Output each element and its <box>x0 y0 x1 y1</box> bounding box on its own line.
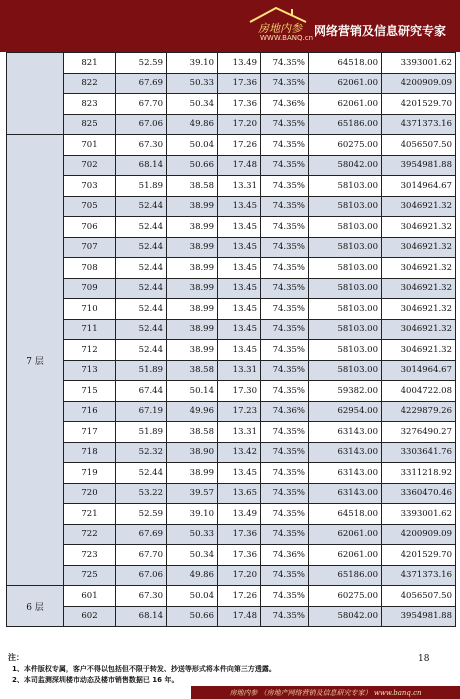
table-cell: 50.33 <box>167 524 218 545</box>
table-cell: 74.35% <box>261 340 309 361</box>
table-cell: 3393001.62 <box>382 53 456 74</box>
note-line-2: 2、本司监测深圳楼市动态及楼市销售数据已 16 年。 <box>12 676 179 684</box>
room-number-cell: 721 <box>64 504 116 525</box>
table-cell: 74.35% <box>261 586 309 607</box>
table-cell: 74.35% <box>261 217 309 238</box>
table-cell: 49.86 <box>167 565 218 586</box>
table-cell: 13.31 <box>218 422 261 443</box>
table-cell: 13.65 <box>218 483 261 504</box>
table-cell: 38.99 <box>167 299 218 320</box>
table-row <box>7 176 456 197</box>
table-cell: 52.59 <box>116 53 167 74</box>
table-cell: 38.58 <box>167 176 218 197</box>
table-cell: 17.36 <box>218 524 261 545</box>
room-number-cell: 722 <box>64 524 116 545</box>
table-cell: 4200909.09 <box>382 524 456 545</box>
table-cell: 52.44 <box>116 299 167 320</box>
table-cell: 50.04 <box>167 586 218 607</box>
room-number-cell: 711 <box>64 319 116 340</box>
table-cell: 65186.00 <box>309 565 382 586</box>
table-cell: 38.99 <box>167 196 218 217</box>
table-cell: 3046921.32 <box>382 278 456 299</box>
table-cell: 50.66 <box>167 606 218 627</box>
room-number-cell: 707 <box>64 237 116 258</box>
page-footer <box>0 652 460 699</box>
table-cell: 58103.00 <box>309 176 382 197</box>
table-cell: 13.45 <box>218 196 261 217</box>
table-cell: 64518.00 <box>309 504 382 525</box>
table-row <box>7 422 456 443</box>
table-cell: 3276490.27 <box>382 422 456 443</box>
table-cell: 68.14 <box>116 606 167 627</box>
table-cell: 74.35% <box>261 422 309 443</box>
table-cell: 3303641.76 <box>382 442 456 463</box>
sales-table <box>6 52 456 627</box>
table-cell: 4371373.16 <box>382 114 456 135</box>
table-cell: 17.20 <box>218 565 261 586</box>
table-cell: 58042.00 <box>309 606 382 627</box>
table-cell: 58103.00 <box>309 340 382 361</box>
table-cell: 63143.00 <box>309 422 382 443</box>
table-cell: 58103.00 <box>309 360 382 381</box>
table-cell: 74.35% <box>261 524 309 545</box>
table-cell: 50.34 <box>167 94 218 115</box>
table-cell: 62061.00 <box>309 94 382 115</box>
table-cell: 52.44 <box>116 463 167 484</box>
table-cell: 3046921.32 <box>382 217 456 238</box>
table-cell: 74.35% <box>261 442 309 463</box>
table-cell: 13.49 <box>218 53 261 74</box>
table-cell: 74.35% <box>261 504 309 525</box>
table-cell: 63143.00 <box>309 463 382 484</box>
table-cell: 74.35% <box>261 114 309 135</box>
table-cell: 67.06 <box>116 565 167 586</box>
table-cell: 74.35% <box>261 483 309 504</box>
table-cell: 3046921.32 <box>382 299 456 320</box>
table-row <box>7 586 456 607</box>
table-row <box>7 340 456 361</box>
table-cell: 62061.00 <box>309 524 382 545</box>
table-cell: 52.44 <box>116 196 167 217</box>
room-number-cell: 716 <box>64 401 116 422</box>
table-cell: 74.35% <box>261 299 309 320</box>
table-cell: 13.45 <box>218 340 261 361</box>
room-number-cell: 718 <box>64 442 116 463</box>
table-cell: 39.10 <box>167 504 218 525</box>
table-cell: 52.44 <box>116 340 167 361</box>
table-row <box>7 545 456 566</box>
table-cell: 58103.00 <box>309 278 382 299</box>
table-cell: 58042.00 <box>309 155 382 176</box>
table-cell: 4056507.50 <box>382 135 456 156</box>
table-cell: 17.30 <box>218 381 261 402</box>
table-row <box>7 53 456 74</box>
table-cell: 17.36 <box>218 94 261 115</box>
table-row <box>7 299 456 320</box>
table-row <box>7 565 456 586</box>
table-cell: 67.30 <box>116 586 167 607</box>
table-cell: 3311218.92 <box>382 463 456 484</box>
table-row <box>7 155 456 176</box>
table-cell: 17.20 <box>218 114 261 135</box>
table-cell: 13.31 <box>218 360 261 381</box>
table-cell: 64518.00 <box>309 53 382 74</box>
table-cell: 51.89 <box>116 360 167 381</box>
table-cell: 13.45 <box>218 299 261 320</box>
table-cell: 59382.00 <box>309 381 382 402</box>
table-cell: 3014964.67 <box>382 176 456 197</box>
table-cell: 17.26 <box>218 135 261 156</box>
table-cell: 67.30 <box>116 135 167 156</box>
table-row <box>7 319 456 340</box>
table-row <box>7 114 456 135</box>
table-cell: 4229879.26 <box>382 401 456 422</box>
table-cell: 74.35% <box>261 319 309 340</box>
page-number: 18 <box>418 654 430 664</box>
table-cell: 38.99 <box>167 217 218 238</box>
table-row <box>7 217 456 238</box>
room-number-cell: 717 <box>64 422 116 443</box>
room-number-cell: 713 <box>64 360 116 381</box>
table-cell: 62061.00 <box>309 73 382 94</box>
table-cell: 58103.00 <box>309 217 382 238</box>
table-row <box>7 360 456 381</box>
table-cell: 17.23 <box>218 401 261 422</box>
logo-slogan: 网络营销及信息研究专家 <box>313 23 446 38</box>
table-row <box>7 463 456 484</box>
table-cell: 74.35% <box>261 73 309 94</box>
floor-label-cell: 6 层 <box>7 586 64 627</box>
table-cell: 38.58 <box>167 360 218 381</box>
table-cell: 58103.00 <box>309 237 382 258</box>
table-cell: 4371373.16 <box>382 565 456 586</box>
table-row <box>7 524 456 545</box>
table-cell: 52.59 <box>116 504 167 525</box>
table-cell: 63143.00 <box>309 442 382 463</box>
table-cell: 58103.00 <box>309 258 382 279</box>
table-cell: 62954.00 <box>309 401 382 422</box>
table-cell: 50.33 <box>167 73 218 94</box>
note-title: 注： <box>8 653 24 662</box>
room-number-cell: 719 <box>64 463 116 484</box>
table-cell: 3046921.32 <box>382 237 456 258</box>
table-cell: 3046921.32 <box>382 340 456 361</box>
room-number-cell: 823 <box>64 94 116 115</box>
table-row <box>7 94 456 115</box>
table-cell: 53.22 <box>116 483 167 504</box>
table-cell: 17.36 <box>218 545 261 566</box>
table-cell: 4004722.08 <box>382 381 456 402</box>
table-cell: 58103.00 <box>309 196 382 217</box>
table-cell: 13.42 <box>218 442 261 463</box>
table-cell: 74.35% <box>261 565 309 586</box>
table-cell: 74.36% <box>261 545 309 566</box>
table-cell: 74.35% <box>261 176 309 197</box>
table-cell: 58103.00 <box>309 319 382 340</box>
table-row <box>7 73 456 94</box>
table-cell: 38.99 <box>167 258 218 279</box>
note-line-1: 1、本件版权专属，客户不得以包括但不限于转发、抄送等形式将本件向第三方透露。 <box>12 665 276 673</box>
table-cell: 50.04 <box>167 135 218 156</box>
table-cell: 63143.00 <box>309 483 382 504</box>
table-cell: 3046921.32 <box>382 319 456 340</box>
table-cell: 17.36 <box>218 73 261 94</box>
room-number-cell: 825 <box>64 114 116 135</box>
report-header <box>0 0 460 52</box>
table-cell: 17.48 <box>218 155 261 176</box>
table-cell: 60275.00 <box>309 135 382 156</box>
table-cell: 38.99 <box>167 278 218 299</box>
table-cell: 52.44 <box>116 217 167 238</box>
table-row <box>7 442 456 463</box>
table-cell: 74.36% <box>261 94 309 115</box>
table-cell: 51.89 <box>116 176 167 197</box>
table-cell: 50.14 <box>167 381 218 402</box>
table-cell: 13.45 <box>218 217 261 238</box>
table-cell: 3360470.46 <box>382 483 456 504</box>
table-row <box>7 401 456 422</box>
table-cell: 67.69 <box>116 524 167 545</box>
table-cell: 3393001.62 <box>382 504 456 525</box>
room-number-cell: 602 <box>64 606 116 627</box>
room-number-cell: 708 <box>64 258 116 279</box>
table-cell: 52.32 <box>116 442 167 463</box>
table-cell: 38.99 <box>167 463 218 484</box>
room-number-cell: 715 <box>64 381 116 402</box>
table-cell: 13.45 <box>218 463 261 484</box>
room-number-cell: 705 <box>64 196 116 217</box>
floor-label-cell <box>7 53 64 135</box>
room-number-cell: 601 <box>64 586 116 607</box>
footer-banner: 房地内参 （房地产网络营销及信息研究专家） www.banq.cn <box>191 686 460 699</box>
table-cell: 3046921.32 <box>382 196 456 217</box>
logo-url-text: WWW.BANQ.cn <box>259 34 314 42</box>
table-cell: 52.44 <box>116 319 167 340</box>
table-cell: 3954981.88 <box>382 606 456 627</box>
table-cell: 17.48 <box>218 606 261 627</box>
table-cell: 74.35% <box>261 155 309 176</box>
table-cell: 3954981.88 <box>382 155 456 176</box>
table-row <box>7 237 456 258</box>
table-cell: 67.06 <box>116 114 167 135</box>
table-cell: 4201529.70 <box>382 545 456 566</box>
table-row <box>7 483 456 504</box>
table-cell: 74.35% <box>261 135 309 156</box>
table-cell: 38.90 <box>167 442 218 463</box>
table-cell: 67.70 <box>116 94 167 115</box>
table-cell: 52.44 <box>116 237 167 258</box>
table-cell: 38.99 <box>167 319 218 340</box>
table-cell: 13.31 <box>218 176 261 197</box>
table-cell: 74.35% <box>261 258 309 279</box>
table-cell: 13.45 <box>218 258 261 279</box>
logo-brand-text: 房地内参 <box>257 22 302 35</box>
table-cell: 39.10 <box>167 53 218 74</box>
table-cell: 4056507.50 <box>382 586 456 607</box>
table-cell: 74.35% <box>261 278 309 299</box>
table-cell: 38.58 <box>167 422 218 443</box>
table-cell: 17.26 <box>218 586 261 607</box>
room-number-cell: 712 <box>64 340 116 361</box>
table-cell: 67.19 <box>116 401 167 422</box>
floor-label-cell: 7 层 <box>7 135 64 586</box>
table-cell: 52.44 <box>116 258 167 279</box>
table-cell: 65186.00 <box>309 114 382 135</box>
table-cell: 67.70 <box>116 545 167 566</box>
table-row <box>7 196 456 217</box>
table-cell: 38.99 <box>167 340 218 361</box>
house-logo-icon <box>246 6 314 46</box>
table-cell: 74.35% <box>261 196 309 217</box>
table-cell: 62061.00 <box>309 545 382 566</box>
room-number-cell: 720 <box>64 483 116 504</box>
room-number-cell: 710 <box>64 299 116 320</box>
table-cell: 3014964.67 <box>382 360 456 381</box>
room-number-cell: 701 <box>64 135 116 156</box>
table-cell: 52.44 <box>116 278 167 299</box>
table-cell: 74.36% <box>261 401 309 422</box>
table-cell: 13.45 <box>218 237 261 258</box>
table-cell: 4200909.09 <box>382 73 456 94</box>
room-number-cell: 706 <box>64 217 116 238</box>
table-cell: 60275.00 <box>309 586 382 607</box>
room-number-cell: 702 <box>64 155 116 176</box>
table-row <box>7 504 456 525</box>
brand-logo <box>246 6 446 46</box>
table-row <box>7 258 456 279</box>
room-number-cell: 822 <box>64 73 116 94</box>
table-cell: 74.35% <box>261 237 309 258</box>
table-cell: 49.86 <box>167 114 218 135</box>
table-cell: 74.35% <box>261 381 309 402</box>
table-cell: 50.66 <box>167 155 218 176</box>
table-row <box>7 606 456 627</box>
table-cell: 13.49 <box>218 504 261 525</box>
room-number-cell: 725 <box>64 565 116 586</box>
room-number-cell: 709 <box>64 278 116 299</box>
table-row <box>7 135 456 156</box>
table-cell: 4201529.70 <box>382 94 456 115</box>
room-number-cell: 703 <box>64 176 116 197</box>
table-cell: 68.14 <box>116 155 167 176</box>
table-cell: 49.96 <box>167 401 218 422</box>
sales-table-container <box>6 52 455 627</box>
table-row <box>7 278 456 299</box>
table-cell: 50.34 <box>167 545 218 566</box>
table-cell: 3046921.32 <box>382 258 456 279</box>
table-row <box>7 381 456 402</box>
table-cell: 74.35% <box>261 463 309 484</box>
table-cell: 38.99 <box>167 237 218 258</box>
table-cell: 13.45 <box>218 319 261 340</box>
table-cell: 74.35% <box>261 53 309 74</box>
table-cell: 74.35% <box>261 606 309 627</box>
table-cell: 67.44 <box>116 381 167 402</box>
table-cell: 74.35% <box>261 360 309 381</box>
table-cell: 67.69 <box>116 73 167 94</box>
table-cell: 39.57 <box>167 483 218 504</box>
table-cell: 51.89 <box>116 422 167 443</box>
table-cell: 13.45 <box>218 278 261 299</box>
room-number-cell: 723 <box>64 545 116 566</box>
room-number-cell: 821 <box>64 53 116 74</box>
table-cell: 58103.00 <box>309 299 382 320</box>
